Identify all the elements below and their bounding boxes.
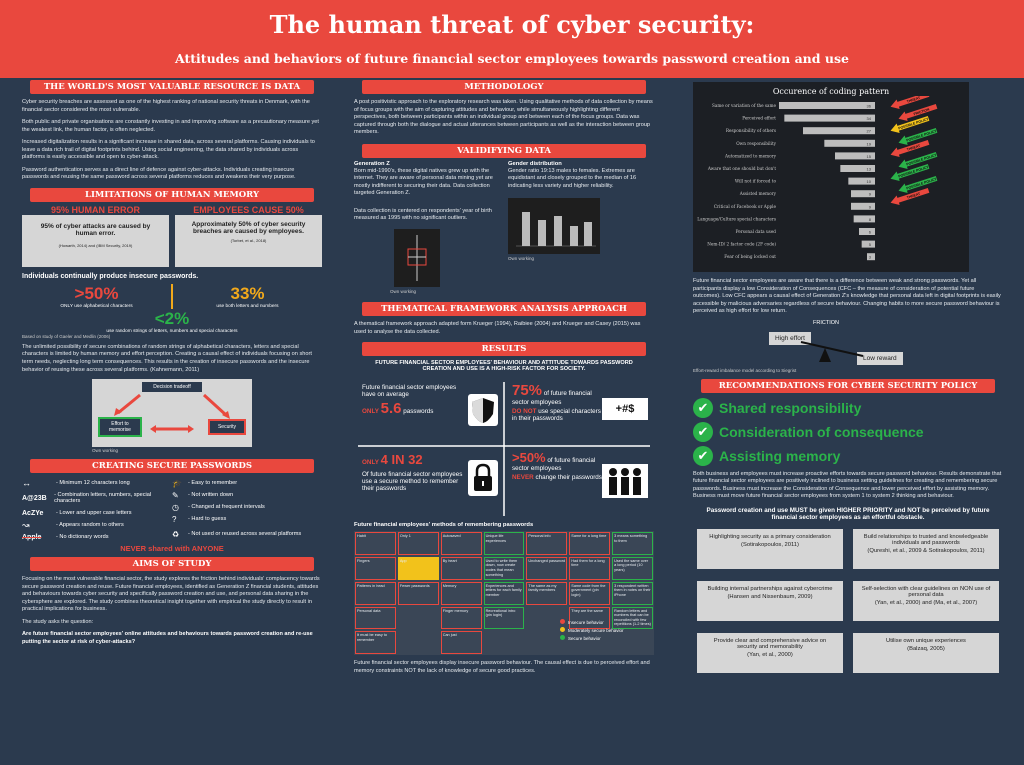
chart-tag-label: POSSIBLE POLICY (905, 129, 938, 143)
reco-item (693, 420, 1003, 444)
stat-text: Approximately 50% of cyber security breaches are caused by employees. (191, 220, 306, 235)
graduate-icon: 🎓 (172, 478, 182, 488)
legend-dot (560, 627, 565, 632)
diagram-effort: Effort to memorise (98, 417, 142, 437)
tradeoff-diagram (92, 379, 252, 447)
shield-icon (468, 394, 498, 426)
rules-right (172, 477, 322, 543)
reco-label: Shared responsibility (719, 399, 862, 416)
no-write-icon: ✎ (172, 490, 179, 500)
caption: Own working (92, 448, 119, 454)
check-icon: ✔ (693, 446, 713, 466)
rule: - No dictionary words (56, 534, 109, 541)
card-source: (Sotirakopoulos, 2011) (741, 541, 799, 548)
legend-item (560, 627, 624, 635)
rule: - Hard to guess (188, 516, 227, 523)
chart-bar (859, 228, 875, 235)
method-cell: The same as my family members (526, 582, 567, 605)
legend-dot (560, 619, 565, 624)
paragraph: Password authentication serves as a direct line of defence against cyber-attacks. Individuals creating insecure passwords and reusing the same password across several platforms reduces and weakens their very purpose. (22, 166, 296, 181)
method-cell: Random letters and numbers that can be reconciled with few repetitions (1-2 times) (612, 607, 653, 630)
method-cell: Patterns in head (355, 582, 396, 605)
card-source: (Qureshi, et al., 2009 & Sotirakopoulos, 2011) (867, 547, 985, 554)
result-number: 75% (512, 382, 543, 400)
method-cell: 3 means something to them (612, 532, 653, 555)
card-source: (Yan, et al., 2000) and (Ma, et al., 2007) (874, 599, 978, 606)
chart-row-label: Critical of Facebook or Apple (713, 203, 776, 209)
paragraph: Cyber security breaches are assessed as one of the highest ranking of national security threats in Denmark, with the financial sector considered the most vulnerable. (22, 99, 310, 113)
password-rules (22, 477, 322, 543)
result-number: 4 IN 32 (380, 452, 423, 468)
method-cell: 3 respondent written them in notes on their iPhone (612, 582, 653, 605)
result-text: of future financial sector employees (512, 457, 596, 473)
arrows-icon: ↔ (22, 478, 31, 489)
result-text: passwords (403, 408, 434, 416)
reco-list (693, 396, 1003, 468)
result-emphasis: NEVER (512, 474, 534, 482)
random-icon: ↝ (22, 519, 30, 530)
pct-alpha (22, 284, 173, 309)
methods-legend (560, 619, 624, 642)
boxplot-image (394, 229, 440, 287)
chart-value-label: 13 (866, 166, 871, 172)
policy-card (697, 581, 843, 621)
paragraph: Future financial sector employees display insecure password behaviour. The causal effect is due to perceived effort and memory constraints NOT the lack of knowledge of secure good practices. (354, 660, 650, 674)
method-cell: Unique life experiences (484, 532, 525, 555)
methods-title: Future financial employees' methods of remembering passwords (354, 522, 534, 529)
pct-label: ONLY use alphabetical characters (60, 303, 133, 309)
method-cell: App (398, 557, 439, 580)
policy-card (853, 581, 999, 621)
chart-row-label: Personal data used (735, 229, 776, 234)
reco-item (693, 396, 1003, 420)
paragraph: Both public and private organisations are constantly investing in and improving software as a precautionary measure yet the weakest link, the human factor, is often neglected. (22, 119, 319, 133)
high-effort-box: High effort (769, 332, 811, 345)
policy-card (697, 633, 843, 673)
result-text: of future financial sector employees (512, 390, 592, 407)
method-cell: Experiences and letters for each family member (484, 582, 525, 605)
chart-row-label: Automatized to memory (725, 153, 776, 159)
chart-value-label: 6 (868, 229, 871, 235)
chart-bar (851, 190, 875, 197)
method-cell: By heart (441, 557, 482, 580)
result-emphasis: DO NOT (512, 408, 537, 416)
charset-icon: A@23B (22, 494, 47, 502)
method-cell: Fewer passwords (398, 582, 439, 605)
lock-icon (468, 460, 498, 496)
pct-source: Based on study of Gaeler and Medlin (2006) (22, 333, 111, 339)
method-cell: They are the same (569, 607, 610, 630)
legend-item (560, 635, 624, 643)
result-text: change their passwords (535, 474, 602, 482)
special-chars-icon: +#$ (602, 398, 648, 420)
pct-value: 33% (230, 283, 265, 303)
method-cell: Recreational intro (pin login) (484, 607, 525, 630)
title-banner (0, 0, 1024, 78)
rule: - Combination letters, numbers, special characters (54, 492, 152, 505)
chart-bar (784, 115, 875, 122)
reco-label: Consideration of consequence (719, 423, 924, 440)
chart-row-label: Nem-ID/ 2 factor code (2F code) (707, 241, 776, 247)
section-header-framework: THEMATICAL FRAMEWORK ANALYSIS APPROACH (362, 302, 646, 316)
pct-value: >50% (74, 283, 119, 303)
method-cell: Autosaved (441, 532, 482, 555)
coding-chart (693, 82, 969, 272)
card-text: Build relationships to trusted and knowledgeable individuals and passwords (863, 533, 989, 546)
paragraph: Focusing on the most vulnerable financial sector, the study explores the friction behind individuals' complacency towards secure password creation and reuse. Future financial employees, identified as Generation Z financial students, attitudes and behaviours towards cyber security and specifically password creation and use, and personal data sharing in the cybersphere are explored. The study combines theoretical insight together with empirical the study directly to result in practical implications for business. (22, 576, 320, 613)
stat-human-error (22, 205, 169, 267)
chart-value-label: 34 (866, 116, 871, 122)
chart-bar (848, 178, 875, 185)
result-never-change (512, 450, 602, 481)
chart-tag-label: POSSIBLE POLICY (905, 177, 938, 191)
chart-value-label: 9 (868, 204, 871, 210)
paragraph: Both business and employees must increase proactive efforts towards secure password behaviour. Results demonstrate that future financial sector employees are positively inclined to business setting guidelines for creating and remembering secure passwords. Business must increase the Consideration of Consequence and lower perceived effort by assisting memory. Business must move future financial sector employees from system 1 to system 2 thinking and behaviour. (693, 470, 1002, 500)
stat-source: (Howarth, 2014) and (IBM Security, 2019) (58, 242, 133, 248)
rule: - Not used or reused across several platforms (188, 531, 302, 538)
chart-value-label: 5 (868, 242, 871, 248)
method-cell: Used to write them down, now create codes that mean something (484, 557, 525, 580)
method-cell: It must be easy to remember (355, 631, 396, 654)
chart-bar (854, 215, 875, 222)
section-header-resource: THE WORLD'S MOST VALUABLE RESOURCE IS DATA (30, 80, 314, 94)
paragraph: A thematical framework approach adapted form Krueger (1994), Raibiee (2004) and Krueger and Casey (2015) was used to analyse the data collected. (354, 321, 641, 335)
chart-value-label: 19 (866, 141, 871, 147)
friction-label: FRICTION (813, 319, 839, 326)
card-source: (Hansen and Nissenbaum, 2009) (727, 593, 813, 600)
rules-left (22, 477, 172, 543)
chart-bar (851, 203, 875, 210)
effort-reward-diagram (693, 318, 1003, 366)
result-special-chars (512, 382, 602, 422)
question-icon: ? (172, 514, 177, 524)
method-cell: Can just (441, 631, 482, 654)
diagram-security: Security (208, 419, 246, 435)
method-cell: Used the same over a long period (10 years) (612, 557, 653, 580)
result-number: 5.6 (380, 400, 402, 418)
section-header-aims: AIMS OF STUDY (30, 557, 314, 571)
chart-bar (803, 127, 875, 134)
pct-value: <2% (154, 308, 190, 328)
chart-tag-label: FRICTION (913, 107, 931, 117)
chart-bar (779, 102, 875, 109)
seesaw-icon (693, 318, 893, 366)
method-cell: Habit (355, 532, 396, 555)
card-text: Provide clear and comprehensive advice on security and memorability (713, 637, 827, 650)
section-header-creating: CREATING SECURE PASSWORDS (30, 459, 314, 473)
chart-row-label: Language/Culture special characters (697, 216, 776, 222)
chart-value-label: 36 (866, 103, 871, 109)
chart-tag-label: THREAT (906, 191, 921, 200)
result-emphasis: ONLY (362, 408, 379, 416)
chart-tag-label: POSSIBLE POLICY (897, 165, 930, 179)
poster-title: The human threat of cyber security: (269, 10, 755, 39)
section-header-memory: LIMITATIONS OF HUMAN MEMORY (30, 188, 314, 202)
result-text: use special characters in their passwords (512, 408, 601, 423)
method-cell: Personal data (355, 607, 396, 630)
paragraph: Born mid-1990's, these digital natives grew up with the internet. They are aware of personal data mining yet are mostly indifferent to securing their data. Data collection targeted Generation Z. (354, 167, 493, 197)
chart-row-label: Will not if forced to (734, 178, 776, 184)
result-text: Future financial sector employees have on average (362, 384, 457, 399)
rule: - Minimum 12 characters long (56, 480, 130, 487)
method-cell: Only 1 (398, 532, 439, 555)
stat-text: 95% of cyber attacks are caused by human error. (40, 222, 151, 237)
result-number: >50% (512, 450, 546, 466)
rule: - Easy to remember (188, 480, 238, 487)
chart-tag-label: POSSIBLE POLICY (897, 117, 930, 131)
genz-title: Generation Z (354, 160, 390, 167)
stat-title: 95% HUMAN ERROR (50, 204, 140, 215)
legend-dot (560, 635, 565, 640)
result-text: Of future financial sector employees use a secure method to remember their passwords (362, 471, 463, 493)
legend-label: Secure behavior (568, 635, 601, 641)
chart-plot (693, 96, 969, 272)
stat-source: (Torbet, et al., 2018) (230, 237, 267, 243)
card-text: Highlighting security as a primary consideration (709, 533, 831, 540)
chart-value-label: 10 (866, 179, 871, 185)
paragraph: Gender ratio 19:13 males to females. Extremes are equidistant and closely grouped to the median of 16 indicating less variety and higher reliability. (508, 167, 637, 189)
card-text: Building internal partnerships against cybercrime (707, 585, 833, 592)
poster-subtitle: Attitudes and behaviors of future financial sector employees towards password creation and use (175, 51, 849, 66)
caption: Own working (508, 256, 535, 262)
check-icon: ✔ (693, 398, 713, 418)
rule: - Lower and upper case letters (56, 510, 132, 517)
chart-value-label: 8 (868, 216, 871, 222)
chart-value-label: 9 (868, 191, 871, 197)
chart-title: Occurence of coding pattern (772, 87, 890, 96)
rule: - Not written down (188, 492, 234, 499)
reco-label: Assisting memory (719, 447, 841, 464)
check-icon: ✔ (693, 422, 713, 442)
caption: Own working (390, 289, 417, 295)
chart-row-label: Same or variation of the same (712, 103, 776, 108)
paragraph: Increased digitalization results in a significant increase in shared data, across several platforms. Causing individuals to leave a data rich trail of digital footprints behind. Using social engineering, the data shared by individuals across platforms is easily accessible and open to cyber-attack. (22, 139, 315, 161)
column-right (693, 80, 1003, 673)
paragraph: Data collection is centered on respondents' year of birth measured as 1995 with no significant outliers. (354, 207, 492, 222)
card-text: Utilise own unique experiences (886, 637, 966, 644)
no-dictionary-icon: Apple (22, 533, 42, 541)
chart-row-label: Responsibility of others (725, 128, 776, 134)
policy-cards (693, 529, 1003, 673)
method-cell: Same code from the government (pin login) (569, 582, 610, 605)
chart-row-label: Own responsibility (736, 140, 776, 146)
card-source: (Yan, et al., 2000) (747, 651, 793, 658)
legend-label: Moderately secure behavior (568, 627, 624, 633)
research-question: Are future financial sector employees' online attitudes and behaviours towards password creation and re-use putting the sector at risk of cyber-attacks? (22, 631, 313, 645)
result-secure-method (362, 452, 468, 492)
chart-tag-label: THREAT (906, 96, 921, 104)
chart-row-label: Fear of being locked out (724, 254, 776, 260)
section-header-results: RESULTS (362, 342, 646, 356)
paragraph: The unlimited possibility of secure combinations of random strings of alphabetical characters, letters and special characters is limited by human memory and effort perception. Creating a causal effect of individuals focusing on short term needs, neglecting long term consequences. This results in the creation of insecure passwords and the insecure behavior of reusing these across several platforms. (Kahnemann, 2011) (22, 343, 312, 373)
results-grid (354, 378, 654, 520)
people-icon (602, 464, 648, 498)
column-left (22, 80, 322, 646)
chart-value-label: 3 (868, 254, 871, 260)
method-cell: Had them for a long time (569, 557, 610, 580)
card-text: Self-selection with clear guidelines on NON use of personal data (861, 585, 991, 598)
diagram-arrows (92, 379, 252, 447)
result-emphasis: ONLY (362, 459, 379, 467)
paragraph: A post positivistic approach to the exploratory research was taken. Using qualitative methods of data collection by means of focus groups with the aim of capturing attitudes and behaviour, while simultaneously highlighting different perspectives, both between participants within an individual group and between each of the focus groups. Data was captured through both the dialogue and actual utterances between participants as well as the interaction between group members. (354, 99, 653, 136)
never-shared: NEVER shared with ANYONE (120, 544, 224, 554)
policy-card (853, 633, 999, 673)
low-reward-box: Low reward (857, 352, 903, 365)
diagram-decision: Decision tradeoff (142, 382, 202, 392)
stat-employees (175, 205, 322, 267)
chart-value-label: 15 (866, 153, 871, 159)
reco-item (693, 444, 1003, 468)
policy-card (853, 529, 999, 569)
rule: - Changed at frequent intervals (188, 504, 265, 511)
recycle-icon: ♻ (172, 529, 180, 539)
method-cell: Fingers (355, 557, 396, 580)
method-cell: Memory (441, 582, 482, 605)
pct-mixed (173, 284, 322, 309)
pct-random (22, 309, 322, 339)
insecure-heading: Individuals continually produce insecure passwords. (22, 272, 199, 280)
paragraph: The study asks the question: (22, 618, 94, 625)
method-cell: Unchanged password (526, 557, 567, 580)
clock-icon: ◷ (172, 502, 179, 512)
gender-chart-image (508, 198, 600, 254)
result-passwords (362, 384, 462, 417)
stat-title: EMPLOYEES CAUSE 50% (193, 204, 304, 215)
section-header-reco: RECOMMENDATIONS FOR CYBER SECURITY POLICY (701, 379, 995, 393)
pct-label: use random strings of letters, numbers and special characters (106, 328, 238, 334)
chart-row-label: Assisted memory (739, 191, 776, 197)
chart-tag-label: POSSIBLE POLICY (905, 153, 938, 167)
caption: Effort-reward imbalance model according to Siegrist (693, 367, 797, 373)
section-header-valid: VALIDIFYING DATA (362, 144, 646, 158)
pct-label: use both letters and numbers (216, 303, 279, 309)
legend-item (560, 619, 624, 627)
section-header-method: METHODOLOGY (362, 80, 646, 94)
legend-label: Insecure behavior (568, 620, 604, 626)
paragraph: Future financial sector employees are aware that there is a difference between weak and strong passwords. Yet all participants display a low Consideration of Consequences (CFC – the measure of consideration of potential future outcomes). Low CFC appears a causal effect of Generation Z's knowledge that personal data left in digital footprints is easily accessible by malicious adversaries regardless of secure behaviour. Changing habits to more secure password behaviour is perceived as high effort for low return. (693, 278, 1001, 315)
rule: - Appears random to others (56, 522, 124, 529)
chart-row-label: Aware that one should but don't (707, 166, 776, 171)
results-subtitle: FUTURE FINANCIAL SECTOR EMPLOYEES' BEHAVIOUR AND ATTITUDE TOWARDS PASSWORD CREATION AND USE IS A HIGH-RISK FACTOR FOR SOCIETY. (375, 360, 633, 373)
case-icon: AcZYe (22, 509, 44, 517)
method-cell: Personal info (526, 532, 567, 555)
priority-statement: Password creation and use MUST be given HIGHER PRIORITY and NOT be perceived by future financial sector employees as an effortful obstacle. (706, 506, 990, 521)
chart-tag-label: THREAT (906, 143, 921, 152)
method-cell: Finger memory (441, 607, 482, 630)
card-source: (Balzaq, 2005) (907, 645, 945, 652)
chart-row-label: Perceived effort (742, 115, 776, 121)
chart-value-label: 27 (866, 128, 871, 134)
method-cell: Same for a long time (569, 532, 610, 555)
methods-grid (354, 531, 654, 655)
column-middle (354, 80, 654, 675)
gender-title: Gender distribution (508, 160, 562, 167)
policy-card (697, 529, 843, 569)
